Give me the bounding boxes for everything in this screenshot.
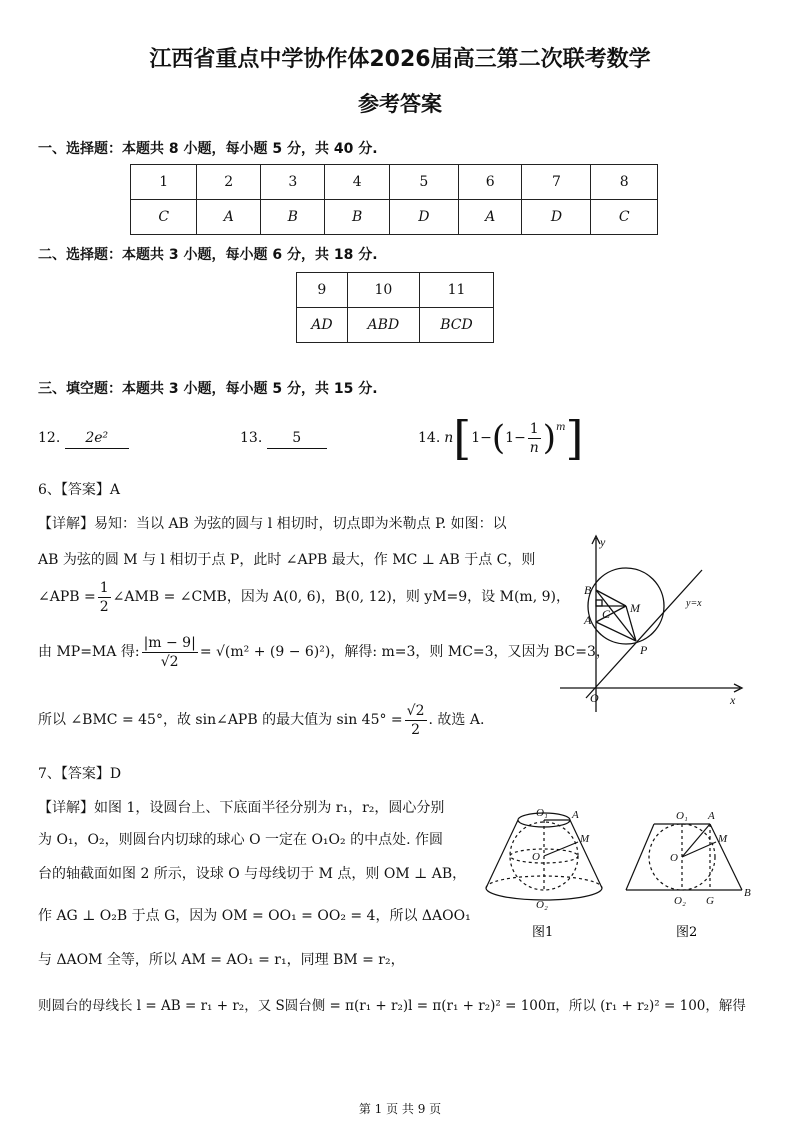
segment-om [544,842,578,856]
table-cell: AD [297,308,348,343]
segment-oa [682,824,710,857]
section1-heading: 一、选择题：本题共 8 小题，每小题 5 分，共 40 分. [38,141,378,157]
label-o1: O₁ [676,810,688,822]
q6-line4-fraction [142,634,198,671]
table-cell: 8 [591,165,658,200]
table-cell: 11 [419,273,493,308]
q14-one: 1− [471,430,492,446]
fig2-caption: 图2 [676,925,698,940]
q14-left-paren: ( [491,418,506,458]
q7-detail-line4: 作 AG ⊥ O₂B 于点 G，因为 OM = OO₁ = OO₂ = 4，所以 ΔAOO₁ [38,908,471,924]
left-side [626,824,654,890]
segment-bm [596,590,626,606]
q6-detail-line1: 【详解】易知：当以 AB 为弦的圆与 l 相切时，切点即为米勒点 P. 如图：以 [38,516,507,532]
table-cell: 2 [197,165,261,200]
segment-om [682,842,716,857]
label-g: G [706,895,714,907]
q14-right-bracket: ] [565,411,584,465]
q6-line5-denominator: 2 [411,721,421,738]
q14-label: 14. [418,430,441,446]
table-cell: D [522,200,591,235]
label-o2: O₂ [536,899,548,911]
table-cell: 9 [297,273,348,308]
table-cell: C [131,200,197,235]
q6-line3-numerator: 1 [99,579,109,596]
q14-fraction [528,420,541,457]
label-p: P [640,643,648,657]
table-row-answers [131,200,658,235]
section3-heading: 三、填空题：本题共 3 小题，每小题 5 分，共 15 分. [38,381,378,397]
fig1-caption: 图1 [532,925,554,940]
q6-line4-numerator: |m − 9| [143,634,196,651]
label-c: C [602,607,611,621]
q7-answer-line: 7、【答案】D [38,766,122,782]
right-angle-mark [596,600,602,606]
label-b: B [744,887,751,899]
label-y: y [600,535,606,549]
section2-heading: 二、选择题：本题共 3 小题，每小题 6 分，共 18 分. [38,247,378,263]
q12-value: 2e² [65,428,129,449]
section2-answer-table [296,272,494,343]
table-cell: A [197,200,261,235]
line-l [586,570,702,698]
q6-line4-text-a: 由 MP=MA 得: [38,644,140,660]
q6-figure [556,530,746,720]
q7-detail-line1: 【详解】如图 1，设圆台上、下底面半径分别为 r₁，r₂，圆心分别 [38,800,445,816]
label-x: x [730,693,736,707]
q14-left-bracket: [ [453,411,472,465]
q14-answer [418,412,583,464]
q6-detail-line3 [38,576,570,618]
label-o1: O₁ [536,808,548,819]
table-cell: B [261,200,325,235]
q13-answer [240,428,327,449]
q14-denominator: n [529,439,539,456]
table-cell: D [389,200,458,235]
q6-detail-line4 [38,630,610,674]
label-o: O [590,691,599,705]
q12-answer [38,428,129,449]
label-a: A [584,613,592,627]
q7-detail-line3: 台的轴截面如图 2 所示，设球 O 与母线切于 M 点，则 OM ⊥ AB， [38,866,467,882]
q6-line3-denominator: 2 [99,598,109,615]
label-a: A [572,809,579,821]
q6-line5-fraction [405,702,427,739]
q6-line5-text-a: 所以 ∠BMC = 45°，故 sin∠APB 的最大值为 sin 45° = [38,712,403,728]
table-cell: 3 [261,165,325,200]
segment-ap [596,622,636,641]
q6-line3-text-a: ∠APB = [38,589,96,605]
q7-detail-line5: 与 ΔAOM 全等，所以 AM = AO₁ = r₁，同理 BM = r₂， [38,952,405,968]
q6-line5-text-b: . 故选 A. [428,712,485,728]
table-cell: 6 [458,165,522,200]
table-cell: A [458,200,522,235]
q6-line4-denominator: √2 [160,653,179,670]
label-o: O [670,852,678,864]
q6-detail-line2: AB 为弦的圆 M 与 l 相切于点 P，此时 ∠APB 最大，作 MC ⊥ AB 于点 C，则 [38,552,536,568]
page-footer: 第 1 页 共 9 页 [358,1102,442,1116]
q6-line3-fraction [98,579,111,616]
table-cell: BCD [419,308,493,343]
page-subtitle: 参考答案 [358,92,442,116]
q14-prefix: n [444,430,454,446]
q7-detail-line2: 为 O₁，O₂，则圆台内切球的球心 O 一定在 O₁O₂ 的中点处. 作圆 [38,832,443,848]
table-cell: C [591,200,658,235]
q6-answer-line: 6、【答案】A [38,482,121,498]
label-m: M [580,833,590,845]
q13-label: 13. [240,430,263,446]
q7-detail-line6: 则圆台的母线长 l = AB = r₁ + r₂，又 S圆台侧 = π(r₁ + r₂)l = π(r₁ + r₂)² = 100π，所以 (r₁ + r₂)² = 100，解得 [38,998,746,1014]
q6-detail-line5 [38,698,484,742]
table-row-numbers [131,165,658,200]
table-cell: B [325,200,389,235]
table-cell: 7 [522,165,591,200]
q6-line5-numerator: √2 [406,702,425,719]
label-o: O [532,851,540,863]
label-line: y=x [686,598,702,609]
table-cell: 1 [131,165,197,200]
label-o2: O₂ [674,895,686,907]
q14-numerator: 1 [529,420,539,437]
q7-figure2 [620,808,760,948]
q6-line3-text-b: ∠AMB = ∠CMB，因为 A(0, 6)，B(0, 12)，则 yM=9，设 M(m, 9)， [112,589,570,605]
q13-value: 5 [267,428,327,449]
label-m: M [630,601,640,615]
q14-right-paren: ) [542,418,556,458]
q14-exponent: m [555,422,566,433]
label-m: M [718,833,728,845]
table-cell: 5 [389,165,458,200]
q14-inner: 1− [505,430,526,446]
q6-line4-text-b: = √(m² + (9 − 6)²)，解得: m=3，则 MC=3，又因为 BC=3， [199,644,610,660]
table-row-numbers [297,273,494,308]
table-cell: 4 [325,165,389,200]
page-title: 江西省重点中学协作体2026届高三第二次联考数学 [149,47,651,72]
label-b: B [584,583,592,597]
table-cell: ABD [347,308,419,343]
q12-label: 12. [38,430,61,446]
table-cell: 10 [347,273,419,308]
q7-figure1 [482,808,612,948]
section1-answer-table [130,164,658,235]
table-row-answers [297,308,494,343]
label-a: A [708,810,715,822]
